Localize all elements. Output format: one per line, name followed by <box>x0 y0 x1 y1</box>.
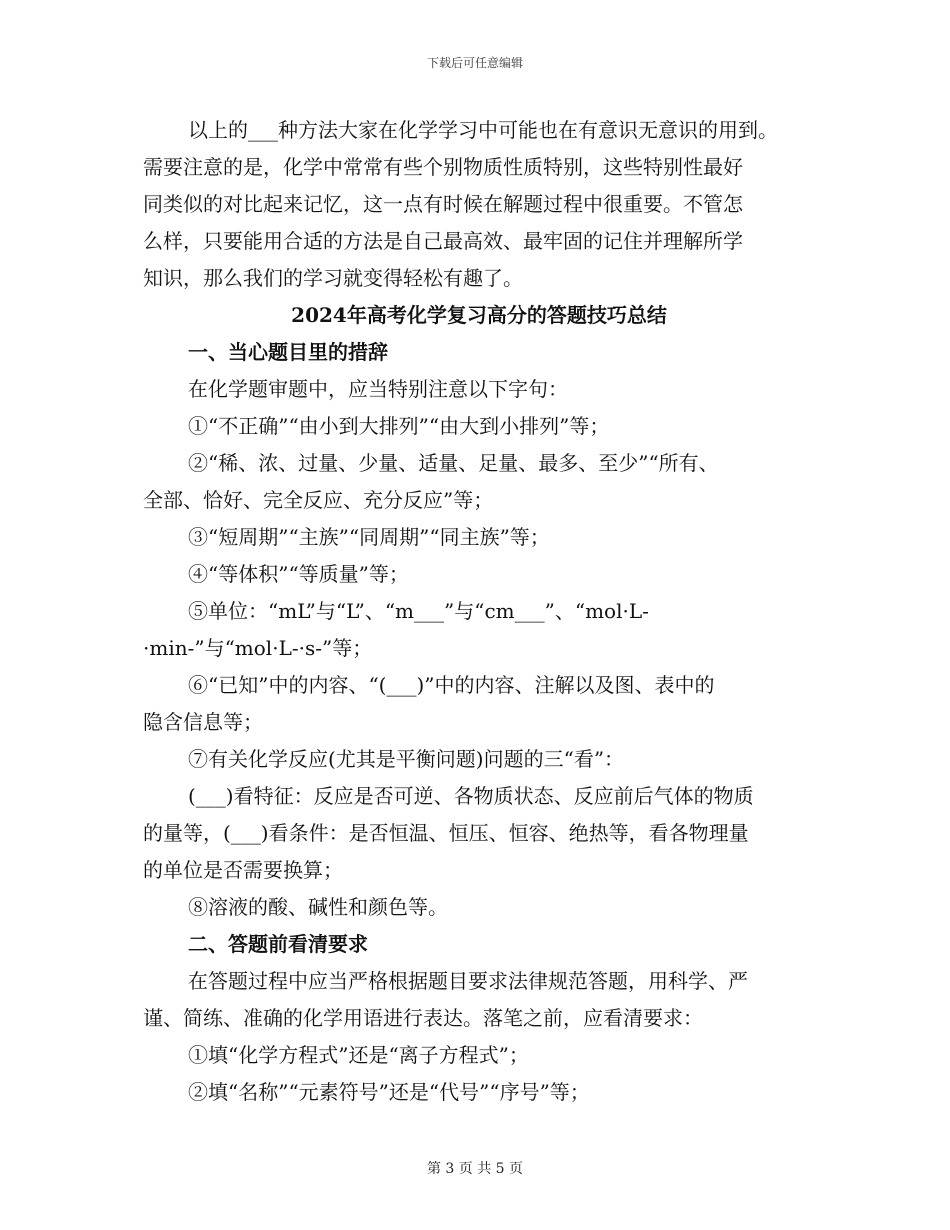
paragraph-line: 以上的___种方法大家在化学学习中可能也在有意识无意识的用到。 <box>188 118 778 142</box>
list-item: ⑥“已知”中的内容、“(___)”中的内容、注解以及图、表中的 <box>188 673 715 697</box>
paragraph-line: 么样，只要能用合适的方法是自己最高效、最牢固的记住并理解所学 <box>143 229 743 253</box>
list-item: ③“短周期”“主族”“同周期”“同主族”等； <box>188 525 550 549</box>
paragraph-line: 在答题过程中应当严格根据题目要求法律规范答题，用科学、严 <box>188 969 748 993</box>
list-item: ①填“化学方程式”还是“离子方程式”； <box>188 1043 529 1067</box>
list-item: ④“等体积”“等质量”等； <box>188 562 409 586</box>
document-body <box>143 112 843 1111</box>
paragraph-line: 需要注意的是，化学中常常有些个别物质性质特别，这些特别性最好 <box>143 155 743 179</box>
list-item: ⑦有关化学反应(尤其是平衡问题)问题的三“看”： <box>188 747 625 771</box>
paragraph-line: 的单位是否需要换算； <box>143 858 343 882</box>
list-item: ②“稀、浓、过量、少量、适量、足量、最多、至少”“所有、 <box>188 451 719 475</box>
list-item-continuation: 隐含信息等； <box>143 710 263 734</box>
list-item: ⑧溶液的酸、碱性和颜色等。 <box>188 895 448 919</box>
paragraph-line: 谨、简练、准确的化学用语进行表达。落笔之前，应看清要求： <box>143 1006 703 1030</box>
paragraph-line: 知识，那么我们的学习就变得轻松有趣了。 <box>143 266 523 290</box>
list-item: ②填“名称”“元素符号”还是“代号”“序号”等； <box>188 1080 590 1104</box>
paragraph-line: 在化学题审题中，应当特别注意以下字句： <box>188 377 568 401</box>
paragraph-line: 同类似的对比起来记忆，这一点有时候在解题过程中很重要。不管怎 <box>143 192 743 216</box>
list-item-continuation: 全部、恰好、完全反应、充分反应”等； <box>143 488 494 512</box>
section-heading: 二、答题前看清要求 <box>188 932 368 956</box>
section-heading: 一、当心题目里的措辞 <box>188 340 388 364</box>
list-item: ①“不正确”“由小到大排列”“由大到小排列”等； <box>188 414 610 438</box>
page-header: 下载后可任意编辑 <box>426 56 523 70</box>
page-footer: 第 3 页 共 5 页 <box>426 1161 524 1177</box>
paragraph-line: 的量等，(___)看条件：是否恒温、恒压、恒容、绝热等，看各物理量 <box>143 821 749 845</box>
list-item-continuation: ·min-”与“mol·L-·s-”等； <box>143 636 373 660</box>
document-title: 2024年高考化学复习高分的答题技巧总结 <box>291 303 667 327</box>
paragraph-line: (___)看特征：反应是否可逆、各物质状态、反应前后气体的物质 <box>188 784 754 808</box>
list-item: ⑤单位：“mL”与“L”、“m___”与“cm___”、“mol·L- <box>188 599 649 623</box>
